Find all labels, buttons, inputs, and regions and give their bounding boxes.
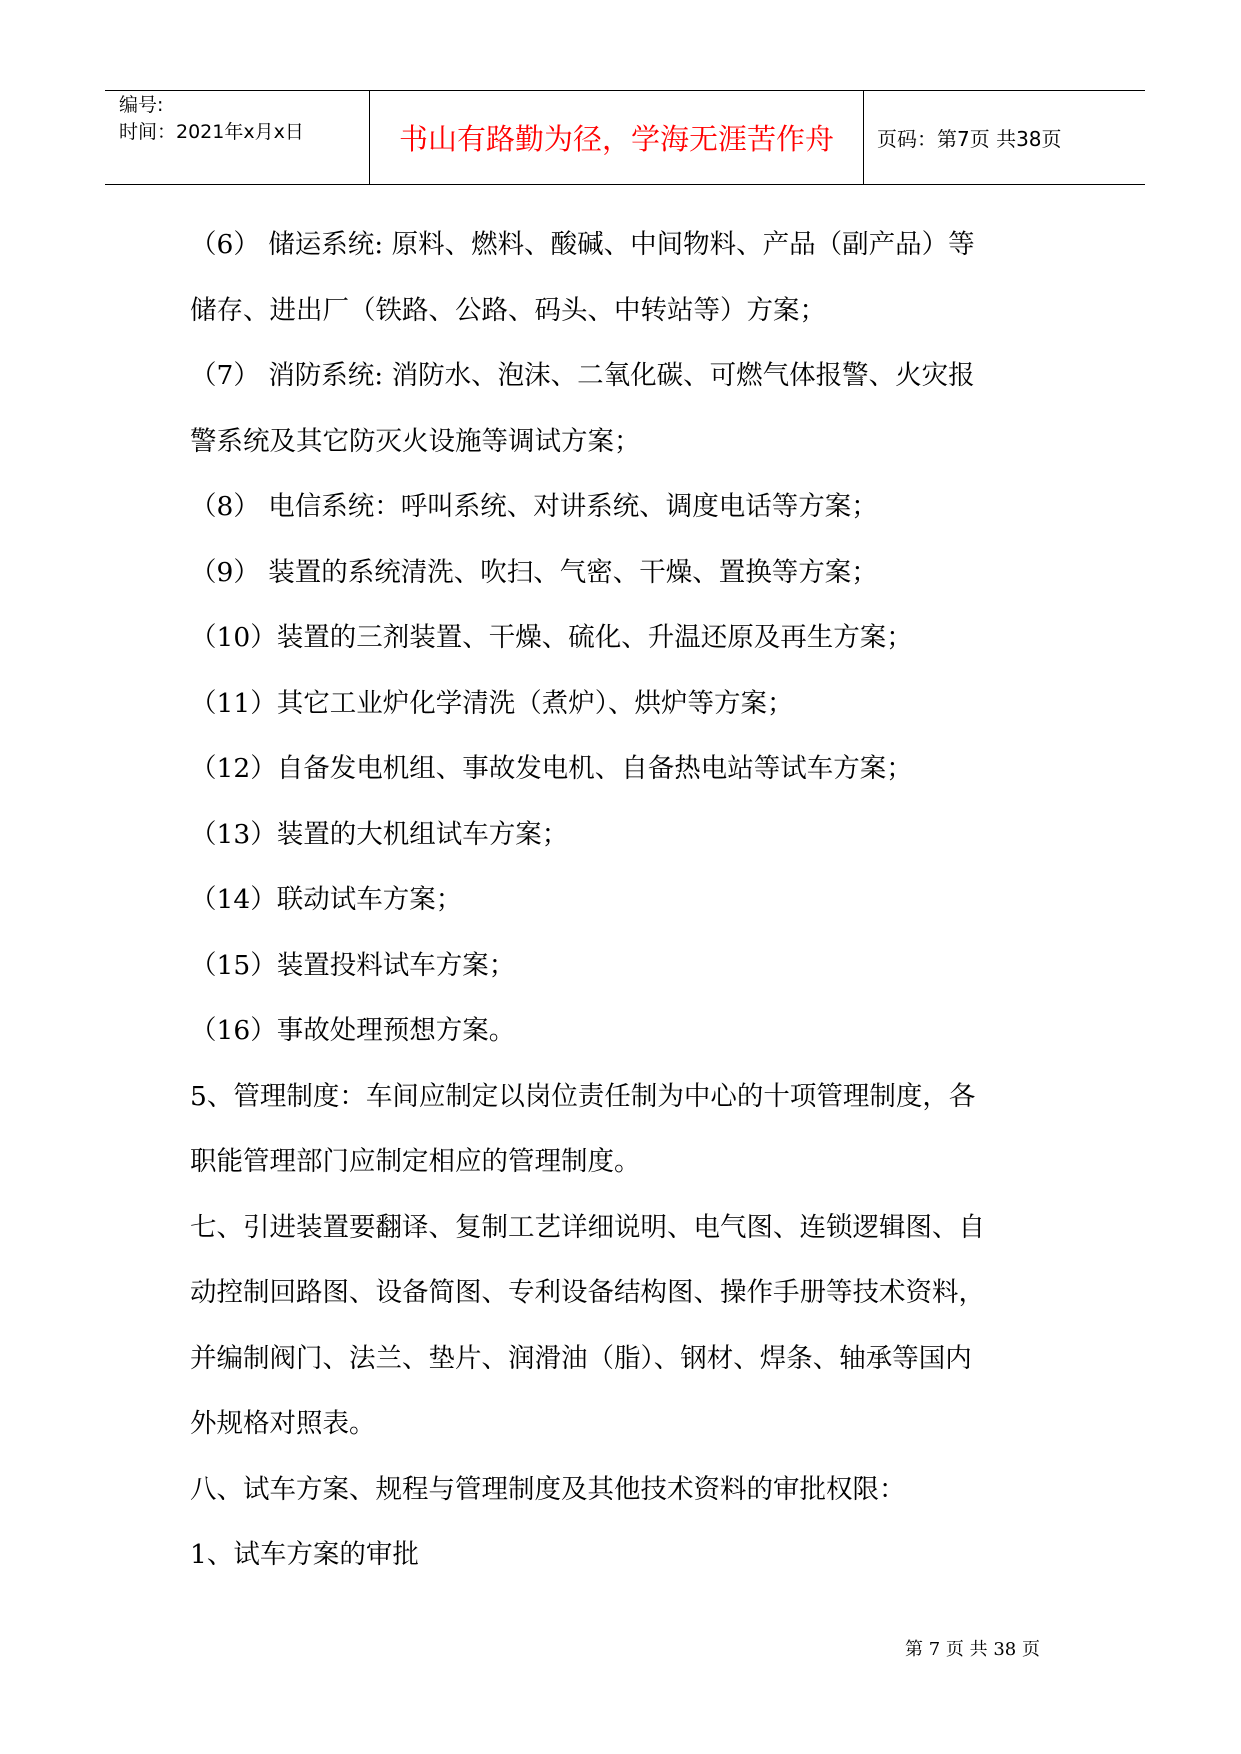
body-line: （11）其它工业炉化学清洗（煮炉）、烘炉等方案；: [190, 687, 794, 719]
page-header: [105, 90, 1145, 185]
header-time-label: 时间：2021年x月x日: [119, 121, 304, 143]
body-line: （14）联动试车方案；: [190, 884, 463, 915]
body-line: 并编制阀门、法兰、垫片、润滑油（脂）、钢材、焊条、轴承等国内: [190, 1342, 972, 1374]
body-line: （7） 消防系统: 消防水、泡沫、二氧化碳、可燃气体报警、火灾报: [190, 360, 975, 391]
body-line: （16）事故处理预想方案。: [190, 1015, 516, 1046]
body-line: （12）自备发电机组、事故发电机、自备热电站等试车方案；: [190, 753, 913, 784]
body-line: （8） 电信系统：呼叫系统、对讲系统、调度电话等方案；: [190, 491, 878, 522]
body-line: 职能管理部门应制定相应的管理制度。: [190, 1146, 641, 1177]
body-line: 储存、进出厂（铁路、公路、码头、中转站等）方案；: [190, 294, 826, 326]
header-divider-right: [863, 91, 864, 184]
header-motto: 书山有路勤为径，学海无涯苦作舟: [398, 122, 834, 156]
header-number-label: 编号:: [119, 94, 164, 116]
body-line: 八、试车方案、规程与管理制度及其他技术资料的审批权限：: [190, 1473, 906, 1505]
page-footer: 第 7 页 共 38 页: [905, 1639, 1040, 1660]
body-line: 1、试车方案的审批: [190, 1539, 419, 1570]
body-line: （9） 装置的系统清洗、吹扫、气密、干燥、置换等方案；: [190, 556, 878, 588]
body-line: 外规格对照表。: [190, 1408, 376, 1439]
body-line: 动控制回路图、设备简图、专利设备结构图、操作手册等技术资料，: [190, 1277, 985, 1308]
header-page-label: 页码：第7页 共38页: [877, 127, 1062, 151]
body-line: （15）装置投料试车方案；: [190, 949, 516, 981]
body-line: （10）装置的三剂装置、干燥、硫化、升温还原及再生方案；: [190, 622, 913, 653]
body-line: 七、引进装置要翻译、复制工艺详细说明、电气图、连锁逻辑图、自: [190, 1211, 985, 1243]
body-line: 5、管理制度：车间应制定以岗位责任制为中心的十项管理制度，各: [190, 1080, 976, 1112]
body-line: （13）装置的大机组试车方案；: [190, 818, 569, 850]
body-line: 警系统及其它防灭火设施等调试方案；: [190, 425, 641, 457]
header-meta: [105, 91, 369, 184]
document-body: [190, 212, 1070, 1588]
body-line: （6） 储运系统: 原料、燃料、酸碱、中间物料、产品（副产品）等: [190, 229, 975, 260]
